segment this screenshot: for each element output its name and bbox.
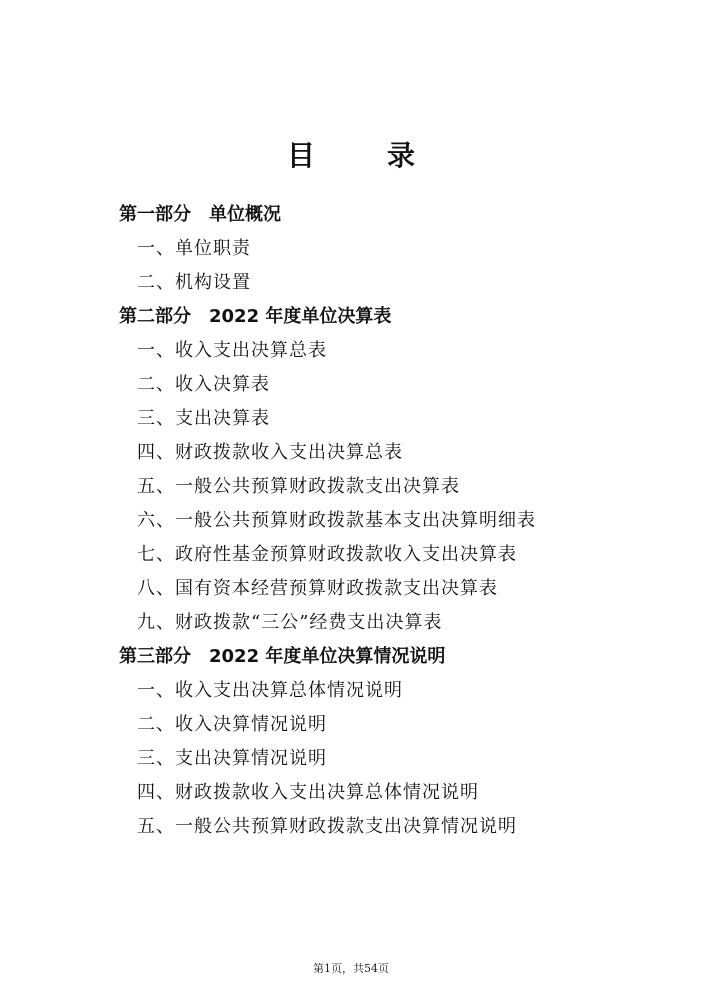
part-label: 第一部分 (119, 204, 191, 225)
section-heading: 2022 年度单位决算表 (209, 306, 392, 327)
toc-item[interactable]: 四、财政拨款收入支出决算总表 (137, 442, 403, 463)
toc-item[interactable]: 一、收入支出决算总表 (137, 340, 327, 361)
toc-item[interactable]: 三、支出决算表 (137, 408, 270, 429)
toc-item[interactable]: 六、一般公共预算财政拨款基本支出决算明细表 (137, 510, 536, 531)
section-heading: 2022 年度单位决算情况说明 (209, 646, 446, 667)
toc-item[interactable]: 一、收入支出决算总体情况说明 (137, 680, 403, 701)
section-heading: 单位概况 (209, 204, 281, 225)
toc-item[interactable]: 八、国有资本经营预算财政拨款支出决算表 (137, 578, 498, 599)
toc-item[interactable]: 二、收入决算情况说明 (137, 714, 327, 735)
toc-section-2[interactable] (0, 300, 702, 334)
toc-item[interactable]: 二、机构设置 (137, 272, 251, 293)
table-of-contents (0, 198, 702, 844)
toc-item[interactable]: 九、财政拨款“三公”经费支出决算表 (137, 612, 443, 633)
toc-section-3[interactable] (0, 640, 702, 674)
part-label: 第二部分 (119, 306, 191, 327)
toc-item[interactable]: 二、收入决算表 (137, 374, 270, 395)
toc-item[interactable]: 五、一般公共预算财政拨款支出决算表 (137, 476, 460, 497)
toc-section-1[interactable] (0, 198, 702, 232)
page-footer: 第1页，共54页 (313, 962, 389, 975)
toc-item[interactable]: 三、支出决算情况说明 (137, 748, 327, 769)
toc-item[interactable]: 七、政府性基金预算财政拨款收入支出决算表 (137, 544, 517, 565)
part-label: 第三部分 (119, 646, 191, 667)
toc-item[interactable]: 五、一般公共预算财政拨款支出决算情况说明 (137, 816, 517, 837)
toc-item[interactable]: 四、财政拨款收入支出决算总体情况说明 (137, 782, 479, 803)
page-title: 目 录 (286, 139, 437, 172)
toc-item[interactable]: 一、单位职责 (137, 238, 251, 259)
